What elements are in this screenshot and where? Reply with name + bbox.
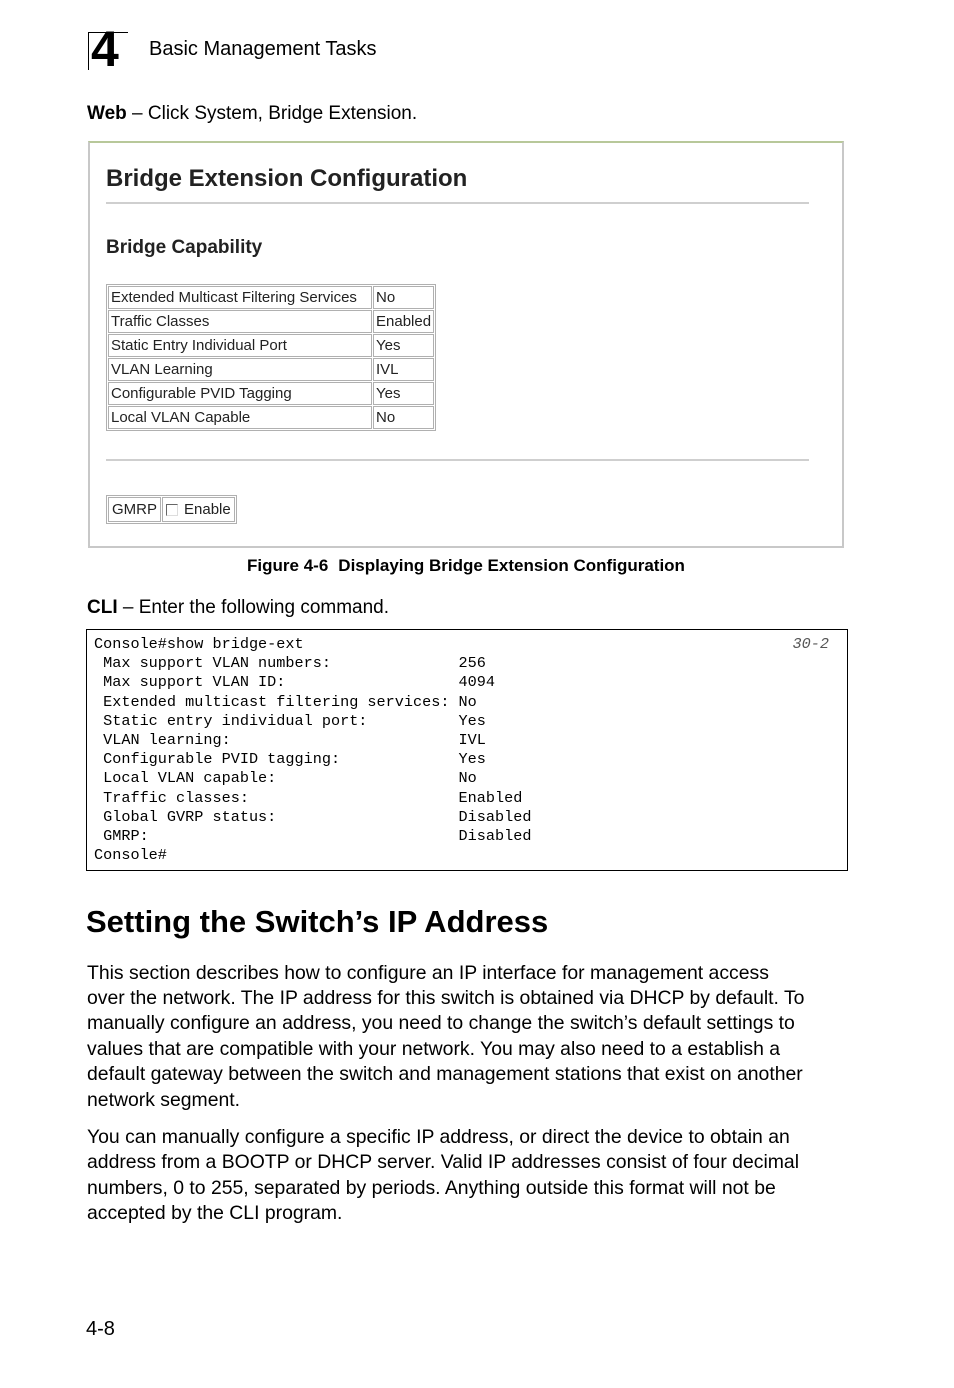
paragraph1-line: manually configure an address, you need to change the switch’s default settings to xyxy=(87,1012,795,1034)
cli-line: Max support VLAN ID: 4094 xyxy=(94,673,496,692)
cli-output xyxy=(94,635,531,865)
table-divider xyxy=(106,459,809,461)
header-title: Basic Management Tasks xyxy=(149,38,377,60)
bridge-extension-screenshot xyxy=(88,141,844,548)
cli-label: CLI xyxy=(87,597,118,618)
web-label: Web xyxy=(87,103,127,124)
cli-line: VLAN learning: IVL xyxy=(94,731,486,750)
screenshot-title: Bridge Extension Configuration xyxy=(106,165,468,192)
row-label: Traffic Classes xyxy=(108,310,372,333)
row-label: Local VLAN Capable xyxy=(108,406,372,429)
cli-code-box xyxy=(86,629,848,871)
cli-line: Static entry individual port: Yes xyxy=(94,711,486,730)
title-divider xyxy=(106,202,809,204)
web-text: – Click System, Bridge Extension. xyxy=(126,103,418,124)
paragraph1-line: default gateway between the switch and management stations that exist on another xyxy=(87,1063,803,1085)
table-row xyxy=(108,406,434,429)
bridge-capability-table xyxy=(106,284,436,431)
cli-line: Console# xyxy=(94,846,167,865)
paragraph1-line: This section describes how to configure an IP interface for management access xyxy=(87,962,769,984)
cli-text: – Enter the following command. xyxy=(117,597,390,618)
row-label: VLAN Learning xyxy=(108,358,372,381)
gmrp-enable-checkbox[interactable] xyxy=(166,504,178,516)
paragraph1-line: network segment. xyxy=(87,1089,241,1111)
cli-line: Local VLAN capable: No xyxy=(94,769,477,788)
gmrp-label: GMRP xyxy=(108,497,161,522)
table-row xyxy=(108,286,434,309)
figure-caption-text: Displaying Bridge Extension Configuration xyxy=(338,556,685,575)
web-instruction xyxy=(87,103,417,125)
chapter-number: 4 xyxy=(91,21,119,77)
row-value: Enabled xyxy=(373,310,434,333)
cli-line: Global GVRP status: Disabled xyxy=(94,807,532,826)
paragraph1-line: over the network. The IP address for this switch is obtained via DHCP by default. To xyxy=(87,987,805,1009)
cli-line: Max support VLAN numbers: 256 xyxy=(94,654,486,673)
row-value: Yes xyxy=(373,382,434,405)
table-row xyxy=(108,334,434,357)
row-label: Static Entry Individual Port xyxy=(108,334,372,357)
cli-line: GMRP: Disabled xyxy=(94,827,532,846)
paragraph1-line: values that are compatible with your network. You may also need to a establish a xyxy=(87,1038,781,1060)
row-value: No xyxy=(373,406,434,429)
page-number: 4-8 xyxy=(86,1318,115,1340)
paragraph2-line: address from a BOOTP or DHCP server. Valid IP addresses consist of four decimal xyxy=(87,1151,799,1173)
table-row xyxy=(108,358,434,381)
row-label: Configurable PVID Tagging xyxy=(108,382,372,405)
table-row xyxy=(108,382,434,405)
screenshot-subtitle: Bridge Capability xyxy=(106,237,263,258)
row-value: IVL xyxy=(373,358,434,381)
cli-line: Extended multicast filtering services: No xyxy=(94,692,477,711)
cli-instruction xyxy=(87,597,389,619)
cli-line: Traffic classes: Enabled xyxy=(94,788,523,807)
table-row xyxy=(108,310,434,333)
paragraph2-line: accepted by the CLI program. xyxy=(87,1202,343,1224)
gmrp-enable-label: Enable xyxy=(184,501,231,518)
row-value: Yes xyxy=(373,334,434,357)
gmrp-row xyxy=(106,495,237,524)
cli-line: Console#show bridge-ext xyxy=(94,635,304,653)
cli-reference: 30-2 xyxy=(792,635,829,653)
row-value: No xyxy=(373,286,434,309)
row-label: Extended Multicast Filtering Services xyxy=(108,286,372,309)
gmrp-enable-control[interactable] xyxy=(162,497,235,522)
section-heading: Setting the Switch’s IP Address xyxy=(86,904,549,939)
cli-line: Configurable PVID tagging: Yes xyxy=(94,750,486,769)
paragraph2-line: You can manually configure a specific IP address, or direct the device to obtain an xyxy=(87,1126,790,1148)
figure-number: Figure 4-6 xyxy=(247,556,329,575)
paragraph2-line: numbers, 0 to 255, separated by periods. Anything outside this format will not be xyxy=(87,1177,776,1199)
figure-caption xyxy=(0,556,932,576)
